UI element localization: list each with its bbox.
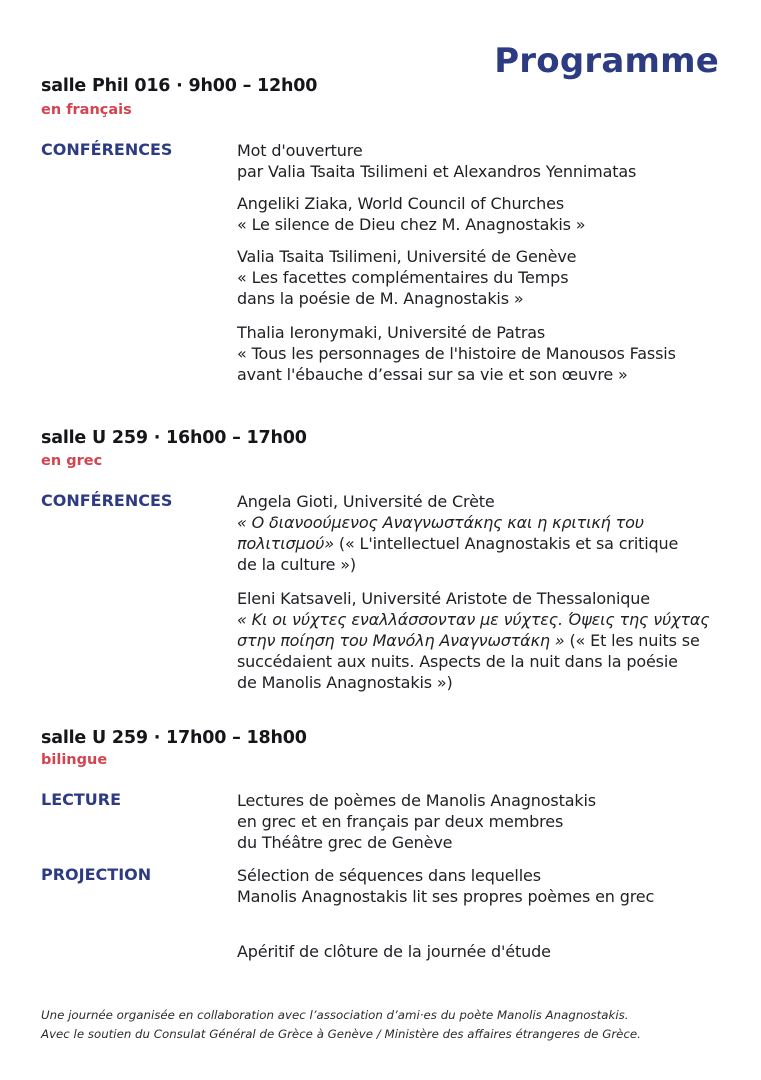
item-line: par Valia Tsaita Tsilimeni et Alexandros Yennimatas [237,162,637,181]
session-1-language: en français [41,102,132,118]
item-line: du Théâtre grec de Genève [237,833,453,852]
session-3-closing [237,941,737,962]
session-3-lecture-label: LECTURE [41,790,122,809]
item-line: en grec et en français par deux membres [237,812,564,831]
session-1-item-1 [237,140,737,182]
item-line: succédaient aux nuits. Aspects de la nuit dans la poésie [237,652,678,671]
session-1-heading: salle Phil 016 · 9h00 – 12h00 [41,76,318,96]
greek-title: πολιτισμού» [237,534,334,553]
item-line: avant l'ébauche d’essai sur sa vie et son œuvre » [237,365,628,384]
item-line: Lectures de poèmes de Manolis Anagnostakis [237,791,596,810]
session-2-heading: salle U 259 · 16h00 – 17h00 [41,428,307,448]
session-1-item-2 [237,193,737,235]
item-line: de la culture ») [237,555,357,574]
item-line: Angela Gioti, Université de Crète [237,492,495,511]
item-line: « Tous les personnages de l'histoire de Manousos Fassis [237,344,676,363]
session-2-item-1 [237,491,737,575]
footer-line: Une journée organisée en collaboration avec l’association d’ami·es du poète Manolis Anagnostakis. [41,1008,629,1022]
session-1-label: CONFÉRENCES [41,140,173,159]
footer-credits [41,1006,741,1044]
item-line: Apéritif de clôture de la journée d'étude [237,942,551,961]
item-line [237,630,737,651]
session-3-lecture-item [237,790,737,853]
item-line: Sélection de séquences dans lequelles [237,866,541,885]
item-line: Manolis Anagnostakis lit ses propres poèmes en grec [237,887,655,906]
session-2-label: CONFÉRENCES [41,491,173,510]
session-3-language: bilingue [41,752,108,768]
greek-title: « Ο διανοούμενος Αναγνωστάκης και η κριτική του [237,513,644,532]
session-1-item-4 [237,322,737,385]
item-line: Thalia Ieronymaki, Université de Patras [237,323,546,342]
session-3-heading: salle U 259 · 17h00 – 18h00 [41,728,307,748]
session-3-projection-label: PROJECTION [41,865,152,884]
greek-title: « Κι οι νύχτες εναλλάσσονταν με νύχτες. Όψεις της νύχτας [237,610,710,629]
french-title: (« Et les nuits se [564,631,700,650]
greek-title: στην ποίηση του Μανόλη Αναγνωστάκη » [237,631,565,650]
page-title: Programme [494,41,719,81]
session-1-item-3 [237,246,737,309]
item-line: Eleni Katsaveli, Université Aristote de Thessalonique [237,589,650,608]
footer-line: Avec le soutien du Consulat Général de Grèce à Genève / Ministère des affaires étrangeres de Grèce. [41,1027,641,1041]
item-line: « Le silence de Dieu chez M. Anagnostakis » [237,215,586,234]
item-line: dans la poésie de M. Anagnostakis » [237,289,524,308]
session-3-projection-item [237,865,737,907]
item-line [237,533,737,554]
item-line: Mot d'ouverture [237,141,363,160]
session-2-item-2 [237,588,737,693]
item-line: « Les facettes complémentaires du Temps [237,268,569,287]
item-line: Valia Tsaita Tsilimeni, Université de Genève [237,247,577,266]
item-line: de Manolis Anagnostakis ») [237,673,453,692]
item-line: Angeliki Ziaka, World Council of Churches [237,194,565,213]
item-line [237,512,737,533]
french-title: (« L'intellectuel Anagnostakis et sa critique [333,534,679,553]
session-2-language: en grec [41,453,103,469]
item-line [237,609,737,630]
